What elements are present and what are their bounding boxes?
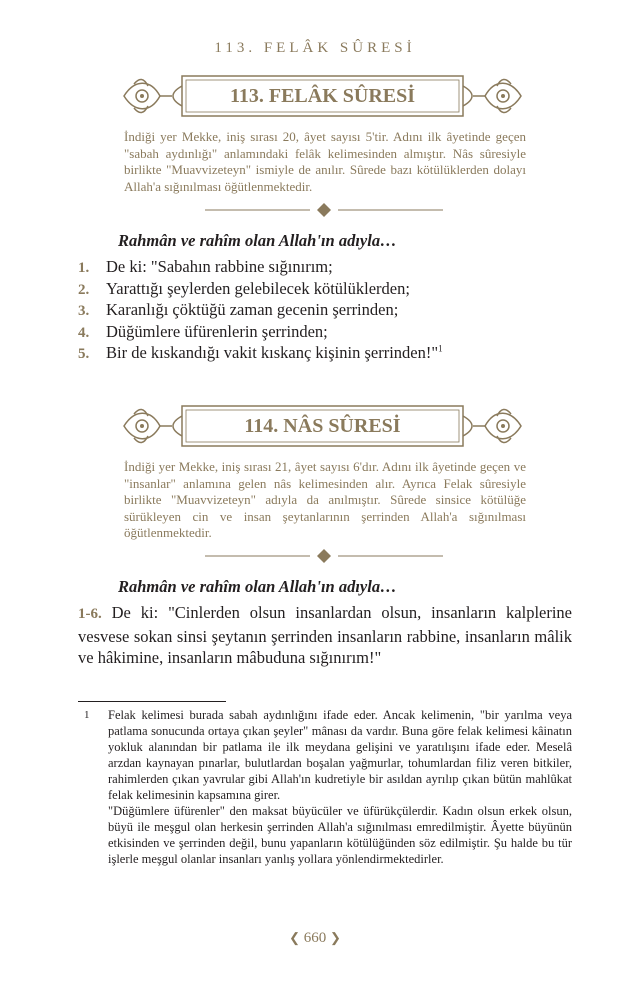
footnote-rule: [78, 701, 226, 702]
separator-ornament: [205, 549, 443, 563]
footnote-paragraph: "Düğümlere üfürenler" den maksat büyücüler ve üfürükçülerdir. Kadın olsun erkek olsun, büyü ile meşgul olan herkesin şerrinden Allah'a sığınılması emredilmiştir. Âyette büyünün etkisinden ve şerrinden değil, bunu yapanların kötülüğünden söz edilmiştir. Şu halde bu tür işlerle meşgul olanlar insanları yanlış yollara yönlendirmektedirler.: [108, 804, 572, 866]
leaf-ornament-icon: ❮: [289, 930, 300, 945]
footnote-number: 1: [84, 709, 90, 721]
surah-intro-114: İndiği yer Mekke, iniş sırası 21, âyet sayısı 6'dır. Adını ilk âyetinde geçen ve "insanlar" anlamına gelen nâs kelimesinden alır. Ayrıca Felak sûresiyle birlikte "Muavvizeteyn" adıyla da anılmıştır. Sûrede sinsice kötülüğe sürükleyen cin ve insan şeytanlarının şerrinden Allah'a sığınılması öğütlenmektedir.: [124, 459, 526, 540]
running-head: 113. FELÂK SÛRESİ: [214, 40, 416, 56]
basmala: Rahmân ve rahîm olan Allah'ın adıyla…: [118, 231, 397, 250]
verse: [78, 342, 548, 364]
footnote: [78, 707, 572, 867]
verse: [78, 321, 548, 343]
verse-list-113: [78, 256, 548, 364]
verse-text: De ki: "Cinlerden olsun insanlardan olsun, insanların kalplerine vesvese sokan sinsi şeytanın şerrinden insanların rabbine, insanların mâlik ve hâkimine, insanların mâbuduna sığınırım!": [78, 603, 573, 667]
verse-text: Karanlığı çöktüğü zaman gecenin şerrinden;: [106, 300, 399, 319]
verse: [78, 256, 548, 278]
surah-banner-113: [120, 72, 525, 120]
verse-number: 1.: [78, 260, 90, 276]
footnote-reference[interactable]: 1: [438, 343, 443, 354]
verse: [78, 299, 548, 321]
surah-banner-114: [120, 402, 525, 450]
verse-text: Bir de kıskandığı vakit kıskanç kişinin şerrinden!": [106, 343, 439, 362]
verse-text: De ki: "Sabahın rabbine sığınırım;: [106, 257, 333, 276]
verse-number: 1-6.: [78, 606, 102, 622]
basmala: Rahmân ve rahîm olan Allah'ın adıyla…: [118, 577, 397, 596]
leaf-ornament-icon: ❯: [330, 930, 341, 945]
verse-114: [78, 602, 572, 669]
verse: [78, 278, 548, 300]
surah-intro-113: İndiği yer Mekke, iniş sırası 20, âyet sayısı 5'tir. Adını ilk âyetinde geçen "sabah aydınlığı" anlamındaki felâk kelimesinden almıştır. Nâs sûresiyle birlikte "Muavvizeteyn" ismiyle de anılır. Sûrede bazı kötülüklerden dolayı Allah'a sığınılması öğütlenmektedir.: [124, 129, 526, 194]
verse-text: Yarattığı şeylerden gelebilecek kötülüklerden;: [106, 278, 410, 298]
separator-ornament: [205, 203, 443, 217]
surah-title-114: 114. NÂS SÛRESİ: [244, 415, 401, 437]
verse-number: 5.: [78, 346, 90, 362]
page-number: 660: [303, 930, 327, 946]
verse-number: 2.: [78, 281, 90, 298]
footnote-paragraph: Felak kelimesi burada sabah aydınlığını ifade eder. Ancak kelimenin, "bir yarılma veya patlama sonucunda ortaya çıkan şeyler" mânası da vardır. Buna göre felak kelimesi kâinatın yokluk alanından bir patlama ile ilk meydana gelişini ve yaratılışını ifade eder. Meselâ arzdan kaynayan pınarlar, bulutlardan boşalan yağmurlar, tohumlardan filiz veren bitkiler, rahimlerden çıkan yavrular gibi Allah'ın kudretiyle bir asıldan ayrılıp çıkan bütün mahlûkat felak kelimesinin kapsamına girer.: [108, 708, 572, 802]
verse-number: 3.: [78, 303, 90, 319]
verse-number: 4.: [78, 324, 90, 341]
surah-title-113: 113. FELÂK SÛRESİ: [229, 85, 416, 107]
page-number-wrapper: [0, 930, 630, 947]
verse-text: Düğümlere üfürenlerin şerrinden;: [106, 321, 328, 341]
